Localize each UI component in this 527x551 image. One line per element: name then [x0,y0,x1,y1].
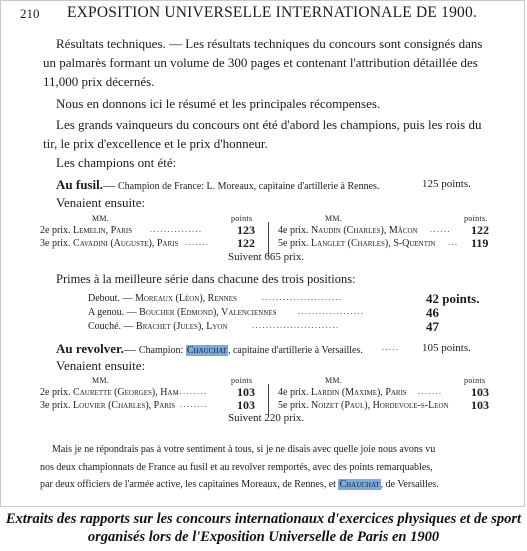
winner-points: 47 [426,319,439,334]
fusil-champion-text: Champion de France: L. Moreaux, capitaine d'artillerie à Rennes. [117,181,380,192]
table-row [278,400,449,411]
closing-line-1: Mais je ne répondrais pas à votre sentiment à tous, si je ne disais avec quelle joie nous avons vu [52,444,436,455]
position-label: A genou. [88,307,125,318]
leader-dots: ..... [382,343,400,352]
table-row [40,225,132,236]
winner-name: — Moreaux (Léon), Rennes [122,293,237,304]
leader-dots: ....... [418,387,443,396]
left-name: Caurette (Georges), Ham [73,387,179,398]
left-points: 103 [237,385,255,399]
left-name: Cavadini (Auguste), Paris [73,238,179,249]
intro-text: — Les résultats techniques du concours sont consignés dans [165,36,483,51]
caption-line-1: Extraits des rapports sur les concours internationaux d'exercices physiques et de sport [5,511,522,527]
revolver-col-mm-left: MM. [92,376,110,385]
winner-name: — Brachet (Jules), Lyon [123,321,228,332]
closing-line-3-suffix: , de Versailles. [380,479,439,490]
right-rank: 5e prix. [278,238,309,249]
leader-dots: ....................... [262,293,343,302]
fusil-champion-line [56,177,379,193]
revolver-champion-text [139,345,363,356]
fusil-champion-points: 125 points. [422,178,471,190]
fusil-venaient-ensuite: Venaient ensuite: [56,195,146,210]
right-points: 122 [471,223,489,237]
right-rank: 4e prix. [278,387,309,398]
table-row [278,387,407,398]
fusil-col-points-right: points. [464,214,488,223]
leader-dots: ............... [150,225,203,234]
fusil-suivent: Suivent 665 prix. [228,251,305,263]
fusil-col-mm-right: MM. [325,214,343,223]
leader-dots: ...... [430,225,451,234]
position-label: Couché. [88,321,122,332]
leader-dots: ....... [185,238,210,247]
highlighted-name: Chauchat [186,345,227,356]
right-points: 103 [471,385,489,399]
right-name: Noizet (Paul), Hordevole-s-Leon [311,400,449,411]
left-name: Louvier (Charles), Paris [73,400,176,411]
closing-line-3 [40,479,439,490]
fusil-dash: — [102,178,115,192]
intro-paragraph-3-line-2: tir, le prix d'excellence et le prix d'honneur. [43,136,268,151]
right-rank: 5e prix. [278,400,309,411]
list-item [88,307,277,318]
fusil-col-mm-left: MM. [92,214,110,223]
table-row [40,238,178,249]
leader-dots: ......... [176,387,208,396]
winner-name: — Boucher (Edmond), Valenciennes [126,307,277,318]
fusil-lead: Au fusil. [56,177,103,192]
revolver-dash: — [123,342,136,356]
right-name: Naudin (Charles), Mâcon [311,225,418,236]
leader-dots: ......................... [252,321,340,330]
leader-dots: ................... [298,307,365,316]
list-item [88,293,237,304]
left-points: 123 [237,223,255,237]
closing-line-2: nos deux championnats de France au fusil et au revolver remportés, avec des points remarquables, [40,462,433,473]
page-number: 210 [20,6,40,21]
right-points: 119 [471,236,489,250]
revolver-col-points-right: points [464,376,486,385]
left-rank: 3e prix. [40,238,71,249]
highlighted-name: Chauchat [339,479,380,490]
intro-paragraph-2: Nous en donnons ici le résumé et les principales récompenses. [56,96,381,111]
points-value: 42 points. [426,291,480,306]
left-rank: 3e prix. [40,400,71,411]
revolver-suivent: Suivent 220 prix. [228,412,305,424]
winner-points: 46 [426,305,439,320]
champion-prefix: Champion: [138,345,184,356]
intro-paragraph-1-line-2: un palmarès formant un volume de 300 pages et contenant l'attribution détaillée des [43,55,478,70]
intro-paragraph-1-line-3: 11,000 prix décernés. [43,74,155,89]
caption-line-2: organisés lors de l'Exposition Universelle de Paris en 1900 [87,529,440,545]
list-item [88,321,228,332]
results-lead: Résultats techniques. [56,36,166,51]
fusil-col-points-left: points [231,214,253,223]
leader-dots: ... [448,238,459,247]
table-row [40,400,175,411]
left-points: 103 [237,398,255,412]
intro-paragraph-1-line-1 [56,36,482,52]
left-points: 122 [237,236,255,250]
table-row [40,387,179,398]
revolver-col-points-left: points [231,376,253,385]
primes-title: Primes à la meilleure série dans chacune des trois positions: [56,272,356,286]
table-row [278,238,435,249]
revolver-champion-points: 105 points. [422,342,471,354]
champion-suffix: , capitaine d'artillerie à Versailles. [227,345,363,356]
intro-paragraph-4: Les champions ont été: [56,155,177,170]
right-name: Langlet (Charles), S-Quentin [311,238,436,249]
left-rank: 2e prix. [40,225,71,236]
revolver-venaient-ensuite: Venaient ensuite: [56,358,146,373]
table-row [278,225,418,236]
position-label: Debout. [88,293,120,304]
right-name: Lardin (Maxime), Paris [311,387,407,398]
leader-dots: ........ [180,400,208,409]
revolver-champion-line [56,341,363,357]
closing-line-3-prefix: par deux officiers de l'armée active, les capitaines Moreaux, de Rennes, et [40,479,336,490]
intro-paragraph-3-line-1: Les grands vainqueurs du concours ont été d'abord les champions, puis les rois du [56,117,482,132]
page-title: EXPOSITION UNIVERSELLE INTERNATIONALE DE 1900. [67,4,477,21]
right-rank: 4e prix. [278,225,309,236]
revolver-lead: Au revolver. [56,341,124,356]
left-rank: 2e prix. [40,387,71,398]
revolver-col-mm-right: MM. [325,376,343,385]
left-name: Lemelin, Paris [73,225,133,236]
right-points: 103 [471,398,489,412]
